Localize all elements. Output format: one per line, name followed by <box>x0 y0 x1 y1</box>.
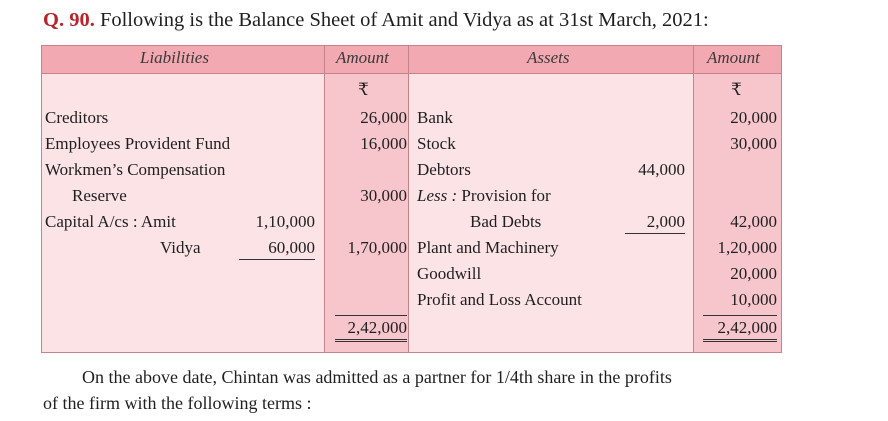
liability-wcr-line2: Reserve <box>72 186 127 205</box>
epf-amount: 16,000 <box>360 134 407 153</box>
goodwill-amount: 20,000 <box>730 264 777 283</box>
asset-goodwill: Goodwill <box>417 264 482 283</box>
asset-pl: Profit and Loss Account <box>417 290 582 309</box>
col-divider-2 <box>408 45 409 353</box>
liabilities-total: 2,42,000 <box>335 315 407 342</box>
provision-amount: 2,000 <box>625 212 685 234</box>
creditors-amount: 26,000 <box>360 108 407 127</box>
question-title <box>43 9 709 32</box>
capital-amit-amount: 1,10,000 <box>255 212 315 231</box>
col-divider-1 <box>324 45 325 353</box>
balance-sheet-table <box>41 45 782 353</box>
asset-debtors: Debtors <box>417 160 471 179</box>
asset-plant: Plant and Machinery <box>417 238 559 257</box>
col-divider-0 <box>41 45 42 353</box>
liability-capital-vidya-label: Vidya <box>160 238 201 257</box>
wcr-amount: 30,000 <box>360 186 407 205</box>
less-label: Less : <box>417 186 458 205</box>
currency-symbol-left: ₹ <box>358 80 369 99</box>
pl-amount: 10,000 <box>730 290 777 309</box>
header-amount-right: Amount <box>707 48 760 67</box>
question-number: Q. 90. <box>43 9 95 31</box>
plant-amount: 1,20,000 <box>717 238 777 257</box>
asset-provision-line2: Bad Debts <box>470 212 542 231</box>
liability-creditors: Creditors <box>45 108 109 127</box>
stock-amount: 30,000 <box>730 134 777 153</box>
footer-line1: On the above date, Chintan was admitted as a partner for 1/4th share in the profits <box>82 367 672 387</box>
debtors-amount: 44,000 <box>638 160 685 179</box>
net-debtors-amount: 42,000 <box>730 212 777 231</box>
provision-label: Provision for <box>461 186 551 205</box>
header-liabilities: Liabilities <box>140 48 209 67</box>
header-assets: Assets <box>527 48 570 67</box>
col-divider-3 <box>693 45 694 353</box>
bank-amount: 20,000 <box>730 108 777 127</box>
currency-symbol-right: ₹ <box>731 80 742 99</box>
asset-stock: Stock <box>417 134 456 153</box>
capital-total-amount: 1,70,000 <box>347 238 407 257</box>
header-amount-left: Amount <box>336 48 389 67</box>
col-divider-4 <box>781 45 782 353</box>
asset-provision-line1 <box>417 186 551 206</box>
liability-epf: Employees Provident Fund <box>45 134 231 153</box>
assets-total: 2,42,000 <box>703 315 777 342</box>
header-divider <box>41 73 782 74</box>
asset-bank: Bank <box>417 108 453 127</box>
table-top-border <box>41 45 782 46</box>
liability-capital-amit-label: Capital A/cs : Amit <box>45 212 176 231</box>
capital-vidya-amount: 60,000 <box>239 238 315 260</box>
table-bottom-border <box>41 352 782 353</box>
footer-line2: of the firm with the following terms : <box>43 393 312 413</box>
liability-wcr-line1: Workmen’s Compensation <box>45 160 226 179</box>
question-text: Following is the Balance Sheet of Amit and Vidya as at 31st March, 2021: <box>99 9 709 31</box>
